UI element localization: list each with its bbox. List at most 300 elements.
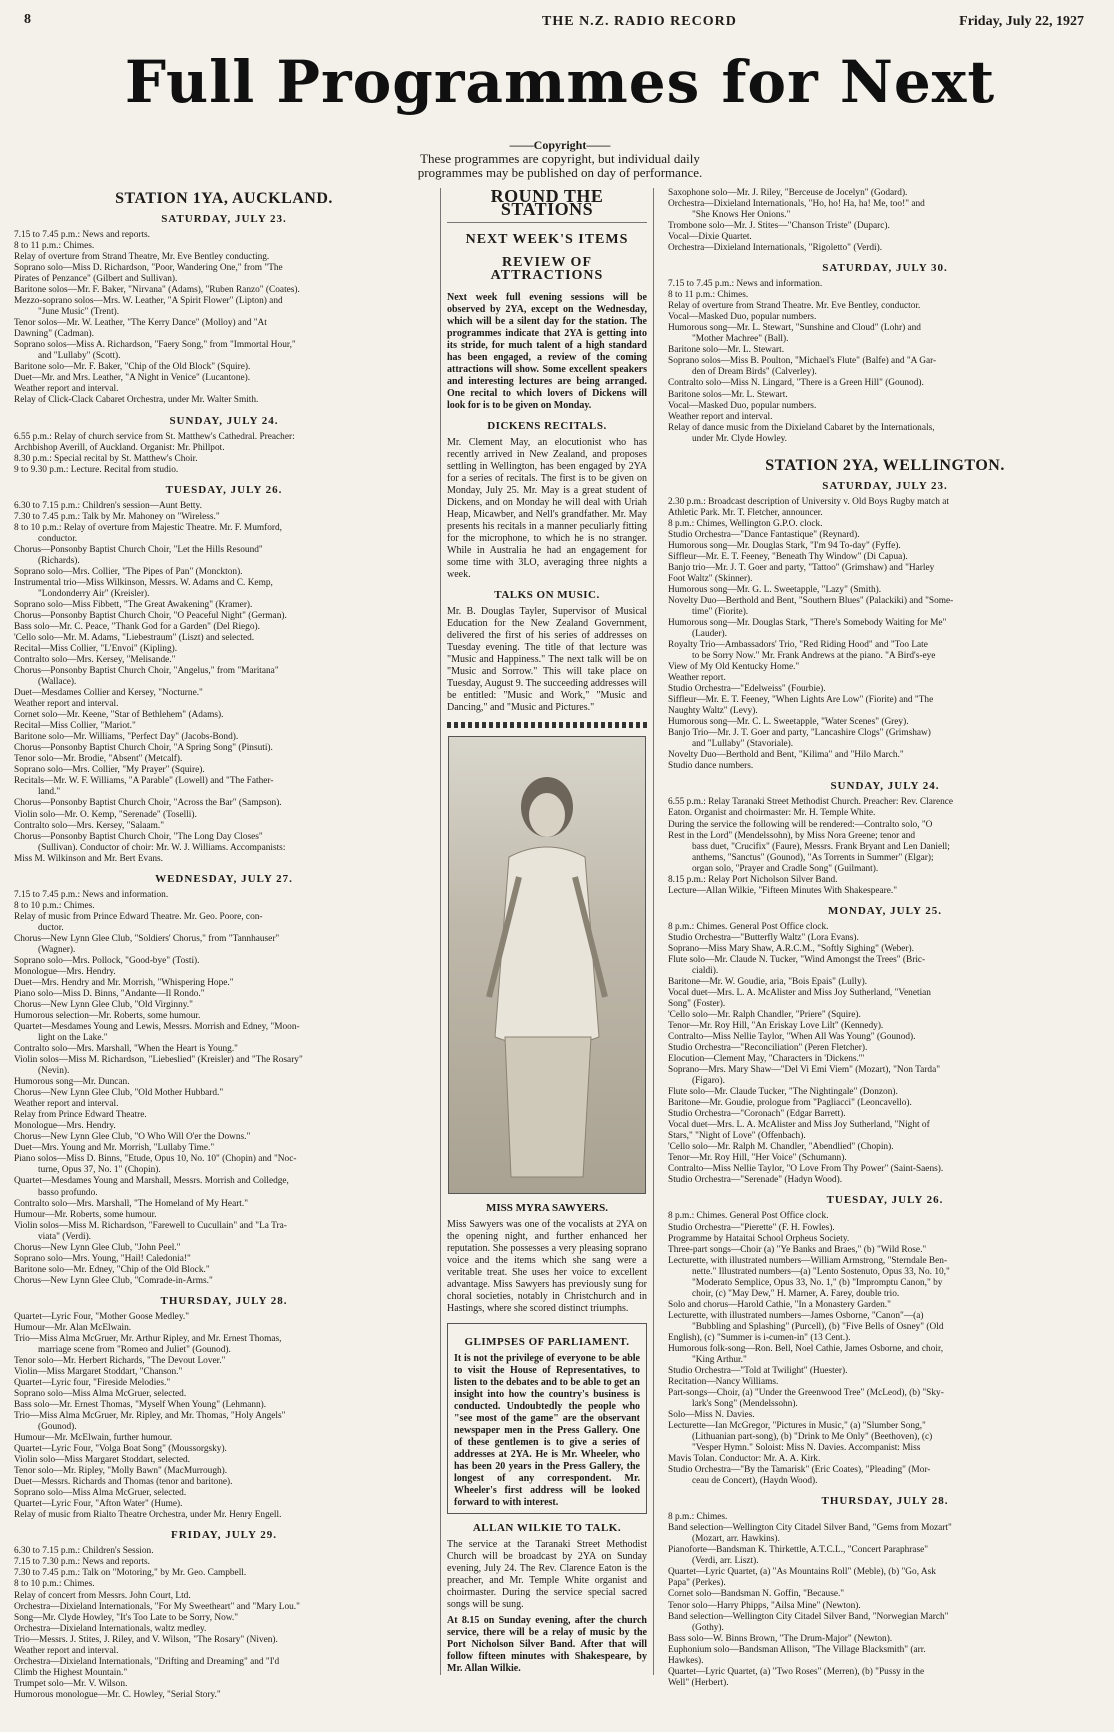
program-line: under Mr. Clyde Howley. (692, 433, 787, 444)
program-line: marriage scene from "Romeo and Juliet" (Gounod). (38, 1344, 231, 1355)
program-line: 6.30 to 7.15 p.m.: Children's Session. (14, 1546, 154, 1557)
program-line: "Bubbling and Splashing" (Purcell), (b) "Five Bells of Osney" (Old (692, 1321, 944, 1332)
program-line: Orchestra—Dixieland Internationals, "Rigoletto" (Verdi). (668, 243, 883, 254)
program-line: Novelty Duo—Berthold and Bent, "Kilima" and "Hilo March." (668, 750, 904, 761)
program-line: Lecturette—Ian McGregor, "Pictures in Music," (a) "Slumber Song," (668, 1421, 926, 1432)
program-line: Piano solo—Miss D. Binns, "Andante—Il Rondo." (14, 988, 205, 999)
col3-top-lines (668, 188, 1102, 254)
portrait-figure-icon (449, 737, 645, 1193)
program-line: Soprano solo—Miss Alma McGruer, selected. (14, 1488, 187, 1499)
program-line: Miss M. Wilkinson and Mr. Bert Evans. (14, 853, 163, 864)
program-line: Bass solo—Mr. C. Peace, "Thank God for a Garden" (Del Riego). (14, 621, 260, 632)
program-line: basso profundo. (38, 1187, 98, 1198)
program-line: Novelty Duo—Berthold and Bent, "Southern Blues" (Palackiki) and "Some- (668, 595, 954, 606)
program-line: Relay of Click-Clack Cabaret Orchestra, under Mr. Walter Smith. (14, 395, 259, 406)
program-line: Stars," "Night of Love" (Offenbach). (668, 1131, 806, 1142)
program-line: Siffleur—Mr. E. T. Feeney, "Beneath Thy Window" (Di Capua). (668, 551, 908, 562)
program-line: Baritone solo—Mr. Edney, "Chip of the Old Block." (14, 1264, 210, 1275)
copyright-notice (300, 138, 820, 180)
program-line: Piano solos—Miss D. Binns, "Etude, Opus 10, No. 10" (Chopin) and "Noc- (14, 1154, 297, 1165)
program-line: Duet—Mr. and Mrs. Leather, "A Night in Venice" (Lucantone). (14, 373, 251, 384)
program-line: Orchestra—Dixieland Internationals, waltz medley. (14, 1623, 207, 1634)
program-line: Weather report and interval. (14, 699, 119, 710)
program-line: Recital—Miss Collier, "L'Envoi" (Kipling). (14, 644, 178, 655)
program-line: Contralto solo—Miss N. Lingard, "There is a Green Hill" (Gounod). (668, 378, 924, 389)
program-line: (Figaro). (692, 1076, 725, 1087)
program-line: 8 p.m.: Chimes. General Post Office clock. (668, 921, 829, 932)
program-line: Weather report and interval. (668, 411, 773, 422)
day-program-block (668, 1211, 1102, 1487)
program-line: Pirates of Penzance" (Gilbert and Sullivan). (14, 274, 178, 285)
program-line: ductor. (38, 922, 64, 933)
program-line: Banjo trio—Mr. J. T. Goer and party, "Tattoo" (Grimshaw) and "Harley (668, 562, 935, 573)
program-line: Humorous song—Mr. Douglas Stark, "I'm 94 To-day" (Fyffe). (668, 540, 901, 551)
program-line: Studio Orchestra—"Butterfly Waltz" (Lora Evans). (668, 932, 859, 943)
decorative-border (447, 722, 647, 728)
program-line: Soprano solo—Miss Fibbett, "The Great Awakening" (Kramer). (14, 599, 253, 610)
program-line: 7.15 to 7.45 p.m.: News and reports. (14, 230, 151, 240)
program-line: Chorus—New Lynn Glee Club, "Old Virginny." (14, 999, 193, 1010)
program-line: ceau de Concert), (Haydn Wood). (692, 1476, 818, 1487)
program-line: Chorus—Ponsonby Baptist Church Choir, "The Long Day Closes" (14, 831, 263, 842)
program-line: Tenor—Mr. Roy Hill, "Her Voice" (Schumann). (668, 1153, 847, 1164)
program-line: light on the Lake." (38, 1033, 108, 1044)
program-line: Orchestra—Dixieland Internationals, "Drifting and Dreaming" and "I'd (14, 1656, 280, 1667)
intro-paragraph: Next week full evening sessions will be observed by 2YA, except on the Wednesday, which will be a silent day for the station. The programmes indicate that 2YA is getting into its stride, for much talent of a high standard has been engaged, a review of the coming attractions will show. Some excellent speakers and interesting lectures are being arranged. One recital to which lovers of Dickens will look for is to be given on Monday. (447, 292, 647, 411)
program-line: Eaton. Organist and choirmaster: Mr. H. Temple White. (668, 808, 876, 819)
program-line: Humorous song—Mr. G. L. Sweetapple, "Lazy" (Smith). (668, 584, 882, 595)
program-line: Weather report and interval. (14, 1645, 119, 1656)
program-line: Soprano—Miss Mary Shaw, A.R.C.M., "Softly Sighing" (Weber). (668, 943, 914, 954)
program-line: Papa" (Perkes). (668, 1578, 726, 1589)
program-line: Humorous monologue—Mr. C. Howley, "Serial Story." (14, 1689, 221, 1700)
glimpses-text: It is not the privilege of everyone to be able to visit the House of Representatives, to listen to the debates and to be able to get an insight into how the country's business is conducted. Undoubtedly the people who "see most of the game" are the observant newspaper men in the Press Gallery. One of these gentlemen is to give a series of addresses at 2YA. He is Mr. Wheeler, who has been 20 years in the Press Gallery, the longest of any correspondent. Mr. Wheeler's first address will be looked forward to with interest. (454, 1353, 640, 1508)
program-line: Baritone—Mr. W. Goudie, aria, "Bois Epais" (Lully). (668, 976, 868, 987)
program-line: (Verdi, arr. Liszt). (692, 1556, 759, 1567)
program-line: 8 p.m.: Chimes. General Post Office clock. (668, 1211, 829, 1222)
program-line: 8 to 10 p.m.: Chimes. (14, 1579, 95, 1590)
program-line: Contralto solo—Mrs. Marshall, "The Homeland of My Heart." (14, 1198, 249, 1209)
program-line: Quartet—Mesdames Young and Lewis, Messrs. Morrish and Edney, "Moon- (14, 1022, 300, 1033)
review-of-attractions-heading: REVIEW OF ATTRACTIONS (490, 255, 604, 283)
program-line: Bass solo—Mr. Ernest Thomas, "Myself When Young" (Lehmann). (14, 1400, 267, 1411)
portrait-photo (448, 736, 646, 1194)
program-line: Humorous song—Mr. L. Stewart, "Sunshine and Cloud" (Lohr) and (668, 323, 921, 334)
program-line: Mezzo-soprano solos—Mrs. W. Leather, "A Spirit Flower" (Lipton) and (14, 296, 283, 307)
photo-caption: MISS MYRA SAWYERS. (486, 1202, 608, 1214)
program-line: Violin—Miss Margaret Stoddart, "Chanson." (14, 1366, 183, 1377)
program-line: Soprano solo—Miss Alma McGruer, selected. (14, 1389, 187, 1399)
day-program-block (668, 922, 1102, 1187)
program-line: and "Lullaby" (Scott). (38, 351, 121, 362)
copyright-text-2: programmes may be published on day of performance. (417, 165, 703, 180)
program-line: Soprano solo—Miss D. Richardson, "Poor, Wandering One," from "The (14, 263, 283, 274)
day-heading: TUESDAY, JULY 26. (165, 483, 283, 496)
day-heading: SATURDAY, JULY 23. (161, 213, 287, 225)
program-line: Song—Mr. Clyde Howley, "It's Too Late to be Sorry, Now." (14, 1612, 239, 1623)
program-line: and "Lullaby" (Stavoriale). (692, 739, 794, 750)
program-line: Studio Orchestra—"Pierette" (F. H. Fowles). (668, 1222, 835, 1233)
program-line: Trio—Messrs. J. Stites, J. Riley, and V. Wilson, "The Rosary" (Niven). (14, 1634, 278, 1645)
program-line: Song" (Foster). (668, 998, 726, 1009)
program-line: Orchestra—Dixieland Internationals, "Ho, ho! Ha, ha! Me, too!" and (668, 199, 925, 210)
program-line: Baritone—Mr. Goudie, prologue from "Pagliacci" (Leoncavello). (668, 1098, 912, 1109)
page-headline: Full Programmes for Next (124, 48, 996, 116)
program-line: Tenor solo—Mr. Brodie, "Absent" (Metcalf). (14, 754, 183, 765)
program-line: cialdi). (692, 965, 719, 976)
glimpses-box (447, 1323, 647, 1514)
program-line: Studio Orchestra—"Coronach" (Edgar Barrett). (668, 1109, 846, 1120)
program-line: Quartet—Lyric Four, "Volga Boat Song" (Moussorgsky). (14, 1444, 227, 1455)
program-line: (Richards). (38, 555, 80, 566)
program-line: Relay of overture from Strand Theatre, Mr. Eve Bentley conducting. (14, 252, 270, 263)
program-line: Lecturette, with illustrated numbers—William Armstrong, "Sterndale Ben- (668, 1255, 948, 1266)
program-line: Baritone solos—Mr. F. Baker, "Nirvana" (Adams), "Ruben Ranzo" (Coates). (14, 285, 300, 296)
program-line: 6.55 p.m.: Relay of church service from St. Matthew's Cathedral. Preacher: (14, 431, 295, 442)
program-line: (Gothy). (692, 1622, 724, 1633)
program-line: Chorus—Ponsonby Baptist Church Choir, "A Spring Song" (Pinsuti). (14, 743, 273, 754)
program-line: Relay of overture from Strand Theatre. Mr. Eve Bentley, conductor. (668, 301, 921, 312)
program-line: Relay from Prince Edward Theatre. (14, 1110, 147, 1121)
day-heading: SATURDAY, JULY 23. (822, 479, 948, 492)
day-heading: MONDAY, JULY 25. (827, 904, 942, 917)
day-program-block (668, 497, 1102, 773)
program-line: Elocution—Clement May, "Characters in 'Dickens.'" (668, 1054, 865, 1065)
program-line: 8 to 10 p.m.: Chimes. (14, 900, 95, 911)
program-line: Hawkes). (668, 1655, 704, 1666)
program-line: Chorus—Ponsonby Baptist Church Choir, "Let the Hills Resound" (14, 544, 263, 555)
program-line: Quartet—Lyric Quartet, (a) "As Mountains Roll" (Meble), (b) "Go, Ask (668, 1567, 936, 1578)
program-line: Quartet—Mesdames Young and Marshall, Messrs. Morrish and Colledge, (14, 1176, 289, 1187)
program-line: Contralto solo—Mrs. Marshall, "When the Heart is Young." (14, 1044, 238, 1055)
column-round-the-stations (440, 188, 654, 1675)
program-line: Instrumental trio—Miss Wilkinson, Messrs. W. Adams and C. Kemp, (14, 577, 273, 588)
issue-date: Friday, July 22, 1927 (959, 14, 1084, 29)
program-line: nette." Illustrated numbers—(a) "Lento Sostenuto, Opus 33, No. 10," (692, 1266, 950, 1277)
program-line: Studio Orchestra—"By the Tamarisk" (Eric Coates), "Pleading" (Mor- (668, 1465, 931, 1476)
page-number: 8 (24, 12, 31, 27)
program-line: Monologue—Mrs. Hendry. (14, 1121, 116, 1132)
program-line: Banjo Trio—Mr. J. T. Goer and party, "Lancashire Clogs" (Grimshaw) (668, 728, 931, 739)
sawyers-text: Miss Sawyers was one of the vocalists at 2YA on the opening night, and further enhanced her reputation. She possesses a very pleasing soprano voice and the items which she sang were a veritable treat. She uses her voice to excellent advantage. Miss Sawyers has previously sung for choral societies, notably in Christchurch and in Hastings, where she scored distinct triumphs. (447, 1219, 647, 1314)
day-heading: THURSDAY, JULY 28. (160, 1294, 288, 1307)
program-line: Foot Waltz" (Skinner). (668, 573, 753, 584)
program-line: During the service the following will be rendered:—Contralto solo, "O (668, 819, 933, 830)
program-line: den of Dream Birds" (Calverley). (692, 367, 817, 378)
program-line: conductor. (38, 533, 78, 544)
program-line: Tenor solos—Mr. W. Leather, "The Kerry Dance" (Molloy) and "At (14, 318, 267, 329)
program-line: 8 to 10 p.m.: Relay of overture from Majestic Theatre. Mr. F. Mumford, (14, 522, 282, 533)
program-line: Soprano solo—Mrs. Collier, "My Prayer" (Squire). (14, 765, 205, 776)
copyright-text-1: These programmes are copyright, but individual daily (420, 151, 700, 166)
program-line: Relay of dance music from the Dixieland Cabaret by the Internationals, (668, 422, 935, 433)
program-line: Humorous selection—Mr. Roberts, some humour. (14, 1011, 201, 1021)
program-line: Soprano solos—Miss B. Poulton, "Michael's Flute" (Balfe) and "A Gar- (668, 356, 937, 367)
program-line: Baritone solo—Mr. Williams, "Perfect Day" (Jacobs-Bond). (14, 732, 239, 743)
program-line: Humorous song—Mr. Duncan. (14, 1077, 130, 1088)
program-line: "She Knows Her Onions." (692, 210, 791, 221)
program-line: Recital—Miss Collier, "Mariot." (14, 721, 136, 732)
program-line: 8 p.m.: Chimes. (668, 1512, 728, 1523)
program-line: (Lithuanian part-song), (b) "Drink to Me Only" (Beethoven), (c) (692, 1432, 933, 1443)
program-line: Vocal—Masked Duo, popular numbers. (668, 400, 817, 411)
program-line: bass duet, "Crucifix" (Faure), Messrs. Frank Bryant and Len Daniell; (692, 841, 950, 852)
program-line: Contralto solo—Mrs. Kersey, "Salaam." (14, 820, 165, 831)
allan-wilkie-text: The service at the Taranaki Street Methodist Church will be broadcast by 2YA on Sunday evening, July 24. The Rev. Clarence Eaton is the preacher, and Mr. Temple White organist and choirmaster. During the service special sacred songs will be sung. (447, 1539, 647, 1610)
program-line: Chorus—Ponsonby Baptist Church Choir, "Across the Bar" (Sampson). (14, 798, 282, 809)
program-line: Weather report. (668, 673, 726, 684)
program-line: Cornet solo—Bandsman N. Goffin, "Because." (668, 1589, 845, 1600)
program-line: Siffleur—Mr. E. T. Feeney, "When Lights Are Low" (Fiorite) and "The (668, 695, 934, 706)
program-line: (Wallace). (38, 677, 77, 688)
program-line: (Mozart, arr. Hawkins). (692, 1534, 780, 1545)
program-line: Tenor solo—Mr. Ripley, "Molly Bawn" (MacMurrough). (14, 1466, 228, 1477)
program-line: Violin solos—Miss M. Richardson, "Liebeslied" (Kreisler) and "The Rosary" (14, 1055, 303, 1066)
program-line: Euphonium solo—Bandsman Allison, "The Village Blacksmith" (arr. (668, 1644, 926, 1655)
program-line: (Sullivan). Conductor of choir: Mr. W. J. Williams. Accompanists: (38, 842, 286, 853)
program-line: Baritone solo—Mr. F. Baker, "Chip of the Old Block" (Squire). (14, 362, 251, 373)
day-program-block (668, 797, 1102, 896)
program-line: Weather report and interval. (14, 384, 119, 395)
program-line: Duet—Mrs. Young and Mr. Morrish, "Lullaby Time." (14, 1143, 215, 1154)
program-line: Chorus—Ponsonby Baptist Church Choir, "O Peaceful Night" (German). (14, 610, 287, 621)
program-line: Trio—Miss Alma McGruer, Mr. Ripley, and Mr. Thomas, "Holy Angels" (14, 1411, 286, 1422)
program-line: 6.30 to 7.15 p.m.: Children's session—Aunt Betty. (14, 500, 202, 511)
day-heading: SUNDAY, JULY 24. (169, 414, 279, 427)
day-heading: TUESDAY, JULY 26. (826, 1194, 944, 1207)
program-line: Studio Orchestra—"Told at Twilight" (Huester). (668, 1365, 848, 1376)
allan-wilkie-text-2: At 8.15 on Sunday evening, after the church service, there will be a relay of music by the Port Nicholson Silver Band. After that will follow fifteen minutes with Shakespeare, by Mr. Allan Wilkie. (447, 1615, 647, 1674)
column-2ya-wellington (668, 188, 1102, 1689)
station-heading-2ya: STATION 2YA, WELLINGTON. (765, 456, 1005, 474)
program-line: (Gounod). (38, 1422, 77, 1433)
program-line: Contralto solo—Mrs. Kersey, "Melisande." (14, 655, 176, 666)
dickens-recitals-heading: DICKENS RECITALS. (487, 420, 607, 432)
day-program-block (14, 1546, 434, 1700)
program-line: Flute solo—Mr. Claude N. Tucker, "Wind Amongst the Trees" (Bric- (668, 954, 926, 965)
program-line: Programme by Hataitai School Orpheus Society. (668, 1233, 850, 1244)
program-line: 7.15 to 7.30 p.m.: News and reports. (14, 1557, 151, 1568)
col3-sat30-lines (668, 279, 1102, 444)
col1-day-list (14, 213, 434, 1701)
col3-day-list (668, 480, 1102, 1689)
day-program-block (14, 890, 434, 1287)
program-line: "June Music" (Trent). (38, 307, 120, 318)
program-line: 9 to 9.30 p.m.: Lecture. Recital from studio. (14, 464, 179, 475)
program-line: Tenor—Mr. Roy Hill, "An Eriskay Love Lilt" (Kennedy). (668, 1021, 884, 1031)
program-line: "Mother Machree" (Ball). (692, 334, 789, 345)
program-line: 8 to 11 p.m.: Chimes. (668, 290, 749, 301)
program-line: Vocal—Dixie Quartet. (668, 232, 752, 243)
program-line: Flute solo—Mr. Claude Tucker, "The Nightingale" (Donzon). (668, 1087, 898, 1098)
program-line: organ solo, "Prayer and Cradle Song" (Guilmant). (692, 863, 879, 874)
program-line: Lecture—Allan Wilkie, "Fifteen Minutes With Shakespeare." (668, 885, 898, 896)
program-line: 8.30 p.m.: Special recital by St. Matthew's Choir. (14, 453, 198, 464)
program-line: Chorus—Ponsonby Baptist Church Choir, "Angelus," from "Maritana" (14, 666, 279, 677)
dickens-recitals-text: Mr. Clement May, an elocutionist who has recently arrived in New Zealand, and proposes settling in Wellington, has been engaged by 2YA for a series of recitals. The first is to be given on Monday, July 25. Mr. May is a great student of Dickens, and on Monday he will deal with Uriah Heap, Micawber, and Nell's grandfather. Mr. May presents his recitals in a manner peculiarly fitting for the microphone, to which he is no stranger. While in Australia he had an engagement for some time with 3LO, averaging three nights a week. (447, 437, 647, 580)
program-line: Weather report and interval. (14, 1099, 119, 1110)
talks-on-music-text: Mr. B. Douglas Tayler, Supervisor of Musical Education for the New Zealand Government, delivered the first of his series of addresses on Tuesday evening. The title of that lecture was "Music and Happiness." The next talk will be on "Music and Sorrow." This will take place on Tuesday, August 9. The succeeding addresses will be entitled: "Music and Work," "Music and Dancing," and "Music and Pictures." (447, 606, 647, 713)
program-line: Violin solos—Miss M. Richardson, "Farewell to Cucullain" and "La Tra- (14, 1220, 287, 1231)
program-line: Recitals—Mr. W. F. Williams, "A Parable" (Lowell) and "The Father- (14, 776, 274, 787)
day-program-block (14, 501, 434, 865)
program-line: Quartet—Lyric Quartet, (a) "Two Roses" (Merren), (b) "Pussy in the (668, 1666, 925, 1677)
glimpses-heading: GLIMPSES OF PARLIAMENT. (464, 1336, 630, 1348)
program-line: 8 to 11 p.m.: Chimes. (14, 241, 95, 252)
program-line: Saxophone solo—Mr. J. Riley, "Berceuse de Jocelyn" (Godard). (668, 188, 908, 198)
program-line: 2.30 p.m.: Broadcast description of University v. Old Boys Rugby match at (668, 496, 950, 507)
program-line: Bass solo—W. Binns Brown, "The Drum-Major" (Newton). (668, 1633, 893, 1644)
program-line: (Lauder). (692, 629, 727, 640)
program-line: Archbishop Averill, of Auckland. Organist: Mr. Phillpot. (14, 442, 225, 453)
program-line: Soprano—Mrs. Mary Shaw—"Del Vi Emi Viem" (Mozart), "Non Tarda" (668, 1065, 941, 1076)
talks-on-music-heading: TALKS ON MUSIC. (494, 589, 600, 601)
day-program-block (14, 230, 434, 407)
program-line: Vocal—Masked Duo, popular numbers. (668, 312, 817, 323)
day-heading: THURSDAY, JULY 28. (821, 1495, 949, 1508)
program-line: "King Arthur." (692, 1354, 747, 1365)
program-line: Soprano solos—Miss A. Richardson, "Faery Song," from "Immortal Hour," (14, 340, 296, 351)
program-line: Chorus—New Lynn Glee Club, "John Peel." (14, 1242, 181, 1253)
program-line: Studio dance numbers. (668, 761, 754, 772)
page-header (14, 10, 1096, 32)
program-line: Studio Orchestra—"Dance Fantastique" (Reynard). (668, 529, 860, 540)
program-line: Tenor solo—Harry Phipps, "Ailsa Mine" (Newton). (668, 1600, 861, 1611)
program-line: Baritone solo—Mr. L. Stewart. (668, 345, 785, 356)
program-line: Part-songs—Choir, (a) "Under the Greenwood Tree" (McLeod), (b) "Sky- (668, 1387, 944, 1398)
program-line: Band selection—Wellington City Citadel Silver Band, "Gems from Mozart" (668, 1523, 952, 1534)
program-line: 6.55 p.m.: Relay Taranaki Street Methodist Church. Preacher: Rev. Clarence (668, 797, 954, 808)
program-line: 7.15 to 7.45 p.m.: News and information. (14, 889, 169, 900)
masthead: THE N.Z. RADIO RECORD (542, 14, 737, 29)
program-line: Recitation—Nancy Williams. (668, 1376, 779, 1387)
day-heading: WEDNESDAY, JULY 27. (155, 872, 293, 885)
program-line: Chorus—New Lynn Glee Club, "O Who Will O'er the Downs." (14, 1132, 251, 1143)
program-line: "Vesper Hymn." Soloist: Miss N. Davies. Accompanist: Miss (692, 1443, 921, 1454)
program-line: Studio Orchestra—"Serenade" (Hadyn Wood). (668, 1175, 843, 1186)
day-heading-sat30: SATURDAY, JULY 30. (822, 262, 948, 275)
program-line: Lecturette, with illustrated numbers—James Osborne, "Canon"—(a) (668, 1310, 924, 1321)
program-line: 'Cello solo—Mr. Ralph M. Chandler, "Abendlied" (Chopin). (668, 1142, 894, 1153)
program-line: 'Cello solo—Mr. Ralph Chandler, "Priere" (Squire). (668, 1009, 861, 1020)
program-line: "Londonderry Air" (Kreisler). (38, 588, 150, 599)
program-line: time" (Fiorite). (692, 606, 749, 617)
program-line: Pianoforte—Bandsman K. Thirkettle, A.T.C.L., "Concert Paraphrase" (668, 1545, 929, 1556)
program-line: Baritone solos—Mr. L. Stewart. (668, 389, 788, 400)
program-line: Humour—Mr. Alan McElwain. (14, 1322, 132, 1333)
day-program-block (668, 1512, 1102, 1689)
program-line: Trio—Miss Alma McGruer, Mr. Arthur Ripley, and Mr. Ernest Thomas, (14, 1333, 282, 1344)
program-line: Chorus—New Lynn Glee Club, "Comrade-in-Arms." (14, 1275, 213, 1286)
next-weeks-items-heading: NEXT WEEK'S ITEMS (465, 232, 629, 247)
program-line: Duet—Mesdames Collier and Kersey, "Nocturne." (14, 688, 203, 699)
program-line: Humour—Mr. McElwain, further humour. (14, 1433, 173, 1444)
program-line: Studio Orchestra—"Edelweiss" (Fourbie). (668, 684, 826, 695)
program-line: Trombone solo—Mr. J. Stites—"Chanson Triste" (Duparc). (668, 221, 890, 232)
program-line: Rest in the Lord" (Mendelssohn), by Miss Nora Greene; tenor and (668, 830, 916, 841)
program-line: "Moderato Semplice, Opus 33, No. 1," (b) "Impromptu Canon," by (692, 1277, 943, 1288)
program-line: Chorus—New Lynn Glee Club, "Soldiers' Chorus," from "Tannhauser" (14, 933, 280, 944)
program-line: anthems, "Sanctus" (Gounod), "As Torrents in Summer" (Elgar); (692, 852, 934, 863)
program-line: 7.30 to 7.45 p.m.: Talk by Mr. Mahoney on "Wireless." (14, 511, 220, 522)
program-line: Humorous song—Mr. C. L. Sweetapple, "Water Scenes" (Grey). (668, 717, 909, 728)
program-line: Band selection—Wellington City Citadel Silver Band, "Norwegian March" (668, 1611, 949, 1622)
program-line: Solo—Miss N. Davies. (668, 1410, 755, 1421)
program-line: Mavis Tolan. Conductor: Mr. A. A. Kirk. (668, 1454, 821, 1465)
program-line: Soprano solo—Mrs. Young, "Hail! Caledonia!" (14, 1253, 191, 1264)
program-line: Three-part songs—Choir (a) "Ye Banks and Braes," (b) "Wild Rose." (668, 1244, 927, 1255)
program-line: Chorus—New Lynn Glee Club, "Old Mother Hubbard." (14, 1088, 224, 1099)
program-line: Climb the Highest Mountain." (14, 1667, 128, 1678)
program-line: Royalty Trio—Ambassadors' Trio, "Red Riding Hood" and "Too Late (668, 640, 928, 651)
program-line: Monologue—Mrs. Hendry. (14, 966, 116, 977)
program-line: Soprano solo—Mrs. Pollock, "Good-bye" (Tosti). (14, 955, 200, 966)
copyright-title: ——Copyright—— (509, 138, 611, 152)
allan-wilkie-heading: ALLAN WILKIE TO TALK. (472, 1522, 622, 1534)
program-line: Relay of music from Prince Edward Theatre. Mr. Geo. Poore, con- (14, 911, 263, 922)
program-line: Soprano solo—Mrs. Collier, "The Pipes of Pan" (Monckton). (14, 566, 243, 577)
program-line: Humorous folk-song—Ron. Bell, Noel Cathie, James Osborne, and choir, (668, 1343, 944, 1354)
program-line: Solo and chorus—Harold Cathie, "In a Monastery Garden." (668, 1299, 891, 1310)
program-line: viata" (Verdi). (38, 1231, 92, 1242)
program-line: Quartet—Lyric Four, "Mother Goose Medley." (14, 1311, 190, 1322)
program-line: Duet—Messrs. Richards and Thomas (tenor and baritone). (14, 1477, 233, 1488)
program-line: to be Sorry Now." Mr. Frank Andrews at the piano. "A Bird's-eye (692, 651, 936, 662)
program-line: land." (38, 787, 61, 798)
program-line: Duet—Mrs. Hendry and Mr. Morrish, "Whispering Hope." (14, 977, 234, 988)
program-line: Humorous song—Mr. Douglas Stark, "There's Somebody Waiting for Me" (668, 618, 947, 628)
column-1yа-auckland (14, 188, 434, 1701)
day-program-block (14, 432, 434, 476)
program-line: turne, Opus 37, No. 1" (Chopin). (38, 1165, 161, 1176)
program-line: Humour—Mr. Roberts, some humour. (14, 1209, 157, 1220)
program-line: Well" (Herbert). (668, 1677, 729, 1688)
program-line: 7.30 to 7.45 p.m.: Talk on "Motoring," by Mr. Geo. Campbell. (14, 1568, 247, 1579)
program-line: Quartet—Lyric four, "Fireside Melodies." (14, 1377, 171, 1388)
program-line: Vocal duet—Mrs. L. A. McAlister and Miss Joy Sutherland, "Venetian (668, 987, 931, 998)
program-line: Athletic Park. Mr. T. Fletcher, announcer. (668, 507, 823, 518)
program-line: Contralto—Miss Nellie Taylor, "O Love From Thy Power" (Saint-Saens). (668, 1164, 944, 1175)
day-heading: FRIDAY, JULY 29. (170, 1529, 278, 1542)
program-line: 'Cello solo—Mr. M. Adams, "Liebestraum" (Liszt) and selected. (14, 633, 255, 643)
program-line: choir, (c) "May Dew," H. Marner, A. Farey, double trio. (692, 1288, 900, 1299)
program-line: English), (c) "Summer is i-cumen-in" (13 Cent.). (668, 1332, 851, 1343)
program-line: Orchestra—Dixieland Internationals, "For My Sweetheart" and "Mary Lou." (14, 1601, 300, 1612)
program-line: Naughty Waltz" (Levy). (668, 706, 758, 717)
program-line: View of My Old Kentucky Home." (668, 662, 800, 673)
program-line: 7.15 to 7.45 p.m.: News and information. (668, 279, 823, 290)
program-line: Cornet solo—Mr. Keene, "Star of Bethlehem" (Adams). (14, 710, 224, 721)
day-program-block (14, 1312, 434, 1522)
station-heading-1ya: STATION 1YA, AUCKLAND. (115, 190, 333, 207)
program-line: Violin solo—Mr. O. Kemp, "Serenade" (Toselli). (14, 809, 197, 820)
program-line: Relay of concert from Messrs. John Court, Ltd. (14, 1590, 191, 1601)
program-line: (Wagner). (38, 944, 76, 955)
program-line: Studio Orchestra—"Reconciliation" (Peren Fletcher). (668, 1043, 868, 1054)
program-line: 8.15 p.m.: Relay Port Nicholson Silver Band. (668, 874, 838, 885)
program-line: 8 p.m.: Chimes, Wellington G.P.O. clock. (668, 518, 823, 529)
program-line: Contralto—Miss Nellie Taylor, "When All Was Young" (Gounod). (668, 1032, 916, 1043)
program-line: Relay of music from Rialto Theatre Orchestra, under Mr. Henry Engell. (14, 1510, 282, 1521)
program-line: lark's Song" (Mendelssohn). (692, 1399, 798, 1409)
program-line: Tenor solo—Mr. Herbert Richards, "The Devout Lover." (14, 1355, 226, 1366)
program-line: Vocal duet—Mrs. L. A. McAlister and Miss Joy Sutherland, "Night of (668, 1120, 930, 1131)
program-line: (Nevin). (38, 1066, 70, 1077)
round-the-stations-title: ROUND THE STATIONS (447, 190, 647, 223)
day-heading: SUNDAY, JULY 24. (830, 780, 940, 793)
program-line: Dawning" (Cadman). (14, 329, 94, 340)
program-line: Quartet—Lyric Four, "Afton Water" (Hume). (14, 1499, 183, 1510)
